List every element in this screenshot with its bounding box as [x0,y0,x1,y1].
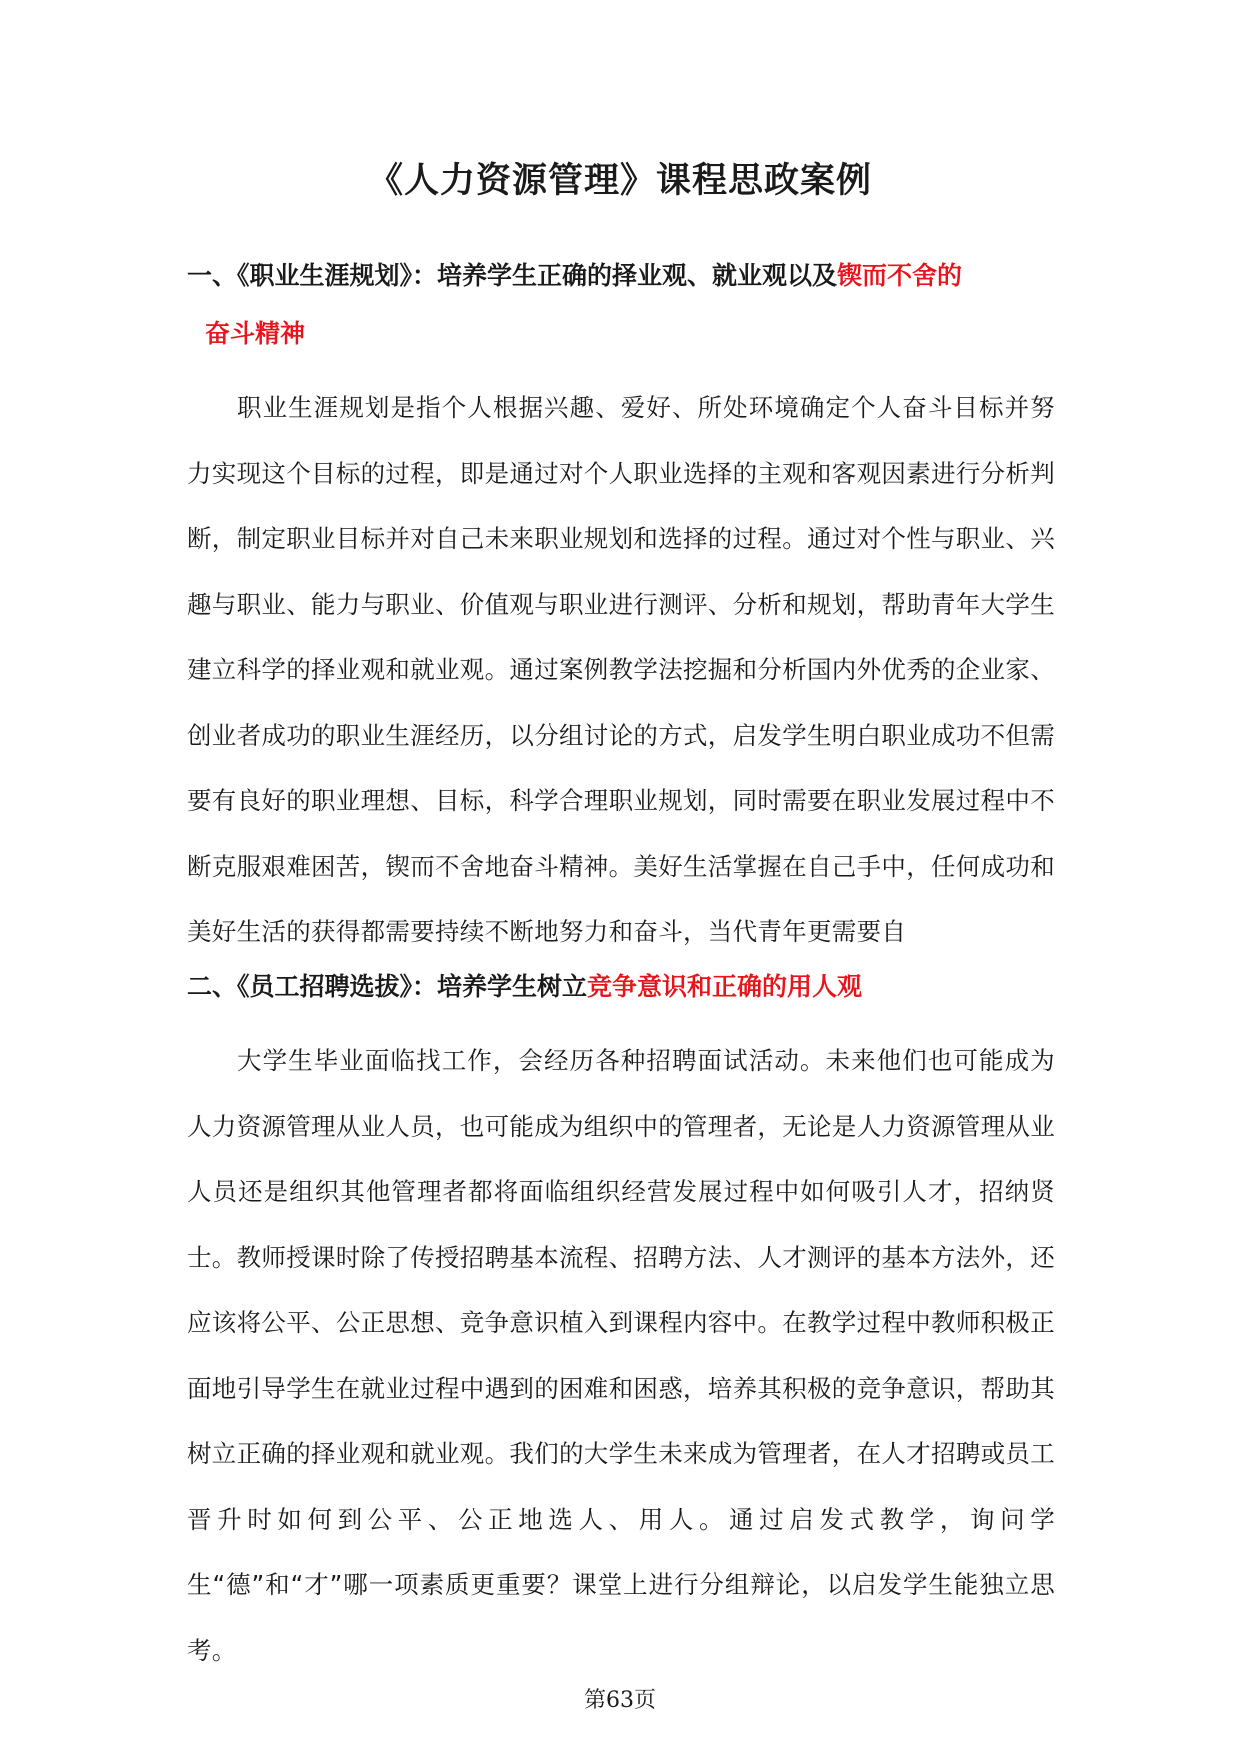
heading-text: 二、《员工招聘选拔》：培养学生树立 [187,972,588,1001]
heading-highlight-continued: 奋斗精神 [205,319,306,348]
page-number: 第63页 [584,1688,656,1713]
section-heading-recruitment [187,958,1067,1016]
section-heading-career-planning [187,247,1067,363]
section-body-career-planning: 职业生涯规划是指个人根据兴趣、爱好、所处环境确定个人奋斗目标并努力实现这个目标的过程，即是通过对个人职业选择的主观和客观因素进行分析判断，制定职业目标并对自己未来职业规划和选择的过程。通过对个性与职业、兴趣与职业、能力与职业、价值观与职业进行测评、分析和规划，帮助青年大学生建立科学的择业观和就业观。通过案例教学法挖掘和分析国内外优秀的企业家、创业者成功的职业生涯经历，以分组讨论的方式，启发学生明白职业成功不但需要有良好的职业理想、目标，科学合理职业规划，同时需要在职业发展过程中不断克服艰难困苦，锲而不舍地奋斗精神。美好生活掌握在自己手中，任何成功和美好生活的获得都需要持续不断地努力和奋斗，当代青年更需要自 [187,393,1055,946]
heading-text: 一、《职业生涯规划》：培养学生正确的择业观、就业观以及 [187,261,838,290]
heading-highlight: 竞争意识和正确的用人观 [587,972,863,1001]
heading-highlight: 锲而不舍的 [837,261,963,290]
document-title: 《人力资源管理》课程思政案例 [367,161,872,201]
section-body-recruitment: 大学生毕业面临找工作，会经历各种招聘面试活动。未来他们也可能成为人力资源管理从业人员，也可能成为组织中的管理者，无论是人力资源管理从业人员还是组织其他管理者都将面临组织经营发展过程中如何吸引人才，招纳贤士。教师授课时除了传授招聘基本流程、招聘方法、人才测评的基本方法外，还应该将公平、公正思想、竞争意识植入到课程内容中。在教学过程中教师积极正面地引导学生在就业过程中遇到的困难和困惑，培养其积极的竞争意识，帮助其树立正确的择业观和就业观。我们的大学生未来成为管理者，在人才招聘或员工晋升时如何到公平、公正地选人、用人。通过启发式教学，询问学生“德”和“才”哪一项素质更重要？课堂上进行分组辩论，以启发学生能独立思考。 [187,1046,1055,1665]
